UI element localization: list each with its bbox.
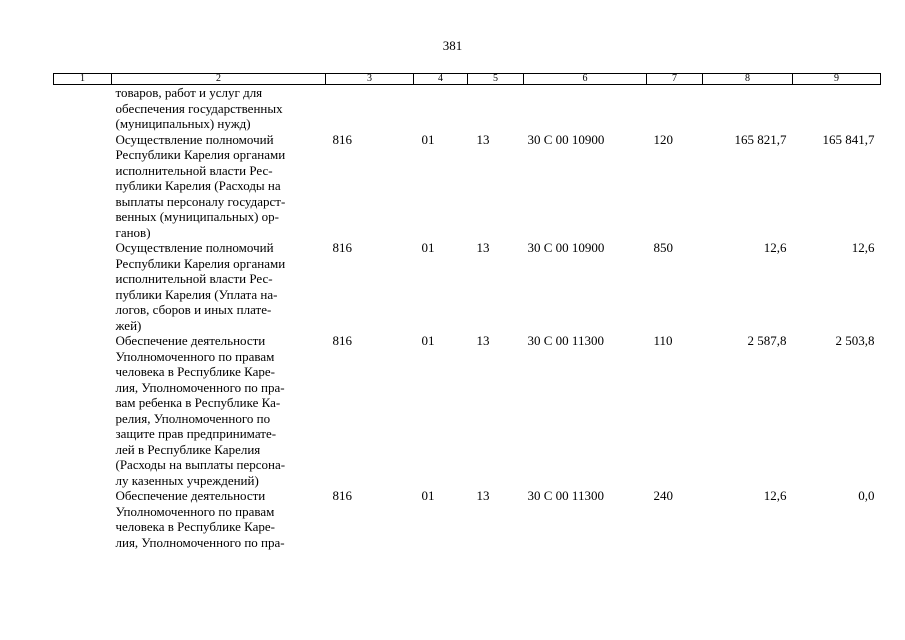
cell-amount-year-1: 165 821,7 <box>734 131 787 147</box>
cell-expense-type-code <box>647 85 703 132</box>
item-name-line: ганов) <box>115 224 151 240</box>
item-name-line: лей в Республике Карелия <box>115 441 261 457</box>
item-name-line: лия, Уполномоченного по пра- <box>115 379 285 395</box>
item-name-line: публики Карелия (Расходы на <box>115 178 281 193</box>
column-number-header: 7 <box>647 74 703 85</box>
item-name-line: Республики Карелия органами <box>115 255 286 271</box>
item-name-line: жей) <box>115 317 142 333</box>
cell-section-code: 01 <box>421 131 435 147</box>
cell-amount-year-2: 2 503,8 <box>835 333 875 348</box>
item-name-line: выплаты персоналу государст- <box>115 193 286 209</box>
item-name-line: Республики Карелия органами <box>115 147 286 162</box>
item-name-line: релия, Уполномоченного по <box>115 410 271 426</box>
table-row <box>54 132 881 241</box>
item-name-line: венных (муниципальных) ор- <box>115 209 279 224</box>
table-row <box>54 333 881 488</box>
cell-section-code: 01 <box>421 240 435 255</box>
item-name-line: обеспечения государственных <box>115 100 283 116</box>
table-row <box>54 488 881 550</box>
cell-target-article-code <box>524 85 647 132</box>
cell-subsection-code: 13 <box>476 333 490 348</box>
cell-amount-year-2: 12,6 <box>851 240 875 255</box>
cell-section-code: 01 <box>421 488 435 503</box>
item-name-line: Осуществление полномочий <box>115 131 274 147</box>
cell-expense-type-code: 110 <box>653 333 673 348</box>
item-name-line: логов, сборов и иных плате- <box>115 302 272 317</box>
table-row <box>54 240 881 333</box>
cell-target-article-code: 30 С 00 10900 <box>527 131 605 147</box>
cell-target-article-code: 30 С 00 11300 <box>527 488 604 503</box>
cell-amount-year-2: 0,0 <box>858 488 875 503</box>
cell-subsection-code: 13 <box>476 488 490 503</box>
cell-amount-year-2 <box>793 85 881 132</box>
column-number-header: 5 <box>468 74 524 85</box>
cell-amount-year-1: 2 587,8 <box>747 333 787 348</box>
item-name-line: вам ребенка в Республике Ка- <box>115 395 281 410</box>
cell-item-name <box>112 132 326 241</box>
item-name-line: публики Карелия (Уплата на- <box>115 286 278 302</box>
column-number-header: 6 <box>524 74 647 85</box>
cell-item-name <box>112 240 326 333</box>
cell-expense-type-code: 240 <box>653 488 673 503</box>
item-name-line: лия, Уполномоченного по пра- <box>115 534 285 550</box>
column-number-header: 2 <box>112 74 326 85</box>
cell-subsection-code: 13 <box>476 240 490 255</box>
item-name-line: (муниципальных) нужд) <box>115 116 251 131</box>
item-name-line: Обеспечение деятельности <box>115 488 266 503</box>
cell-item-name <box>112 333 326 488</box>
cell-subsection-code <box>468 85 524 132</box>
table-body <box>54 85 881 551</box>
item-name-line: Уполномоченного по правам <box>115 503 275 519</box>
item-name-line: Обеспечение деятельности <box>115 333 266 348</box>
item-name-line: Осуществление полномочий <box>115 240 274 255</box>
cell-section-code <box>414 85 468 132</box>
cell-col-1 <box>54 488 112 550</box>
cell-subsection-code: 13 <box>476 131 490 147</box>
cell-ministry-code: 816 <box>332 333 352 348</box>
cell-target-article-code: 30 С 00 10900 <box>527 240 605 255</box>
column-number-header: 4 <box>414 74 468 85</box>
column-number-header: 3 <box>326 74 414 85</box>
item-name-line: (Расходы на выплаты персона- <box>115 457 286 472</box>
cell-col-1 <box>54 85 112 132</box>
cell-amount-year-1 <box>703 85 793 132</box>
cell-expense-type-code: 850 <box>653 240 673 255</box>
cell-col-1 <box>54 333 112 488</box>
cell-item-name <box>112 488 326 550</box>
item-name-line: исполнительной власти Рес- <box>115 162 273 178</box>
column-number-header: 9 <box>793 74 881 85</box>
column-number-header-row <box>54 74 881 85</box>
cell-amount-year-1: 12,6 <box>763 488 787 503</box>
item-name-line: исполнительной власти Рес- <box>115 271 273 286</box>
cell-amount-year-2: 165 841,7 <box>822 131 875 147</box>
cell-amount-year-1: 12,6 <box>763 240 787 255</box>
item-name-line: Уполномоченного по правам <box>115 348 275 364</box>
item-name-line: человека в Республике Каре- <box>115 519 275 534</box>
item-name-line: человека в Республике Каре- <box>115 364 275 379</box>
cell-section-code: 01 <box>421 333 435 348</box>
cell-col-1 <box>54 132 112 241</box>
item-name-line: лу казенных учреждений) <box>115 472 259 488</box>
cell-ministry-code: 816 <box>332 240 352 255</box>
table-row <box>54 85 881 132</box>
column-number-header: 1 <box>54 74 112 85</box>
cell-col-1 <box>54 240 112 333</box>
column-number-header: 8 <box>703 74 793 85</box>
budget-table <box>53 73 881 550</box>
cell-target-article-code: 30 С 00 11300 <box>527 333 604 348</box>
item-name-line: защите прав предпринимате- <box>115 426 277 441</box>
cell-ministry-code: 816 <box>332 131 352 147</box>
cell-ministry-code <box>326 85 414 132</box>
cell-ministry-code: 816 <box>332 488 352 503</box>
page-number: 381 <box>442 38 463 53</box>
cell-expense-type-code: 120 <box>653 131 673 147</box>
cell-item-name <box>112 85 326 132</box>
item-name-line: товаров, работ и услуг для <box>115 85 263 100</box>
